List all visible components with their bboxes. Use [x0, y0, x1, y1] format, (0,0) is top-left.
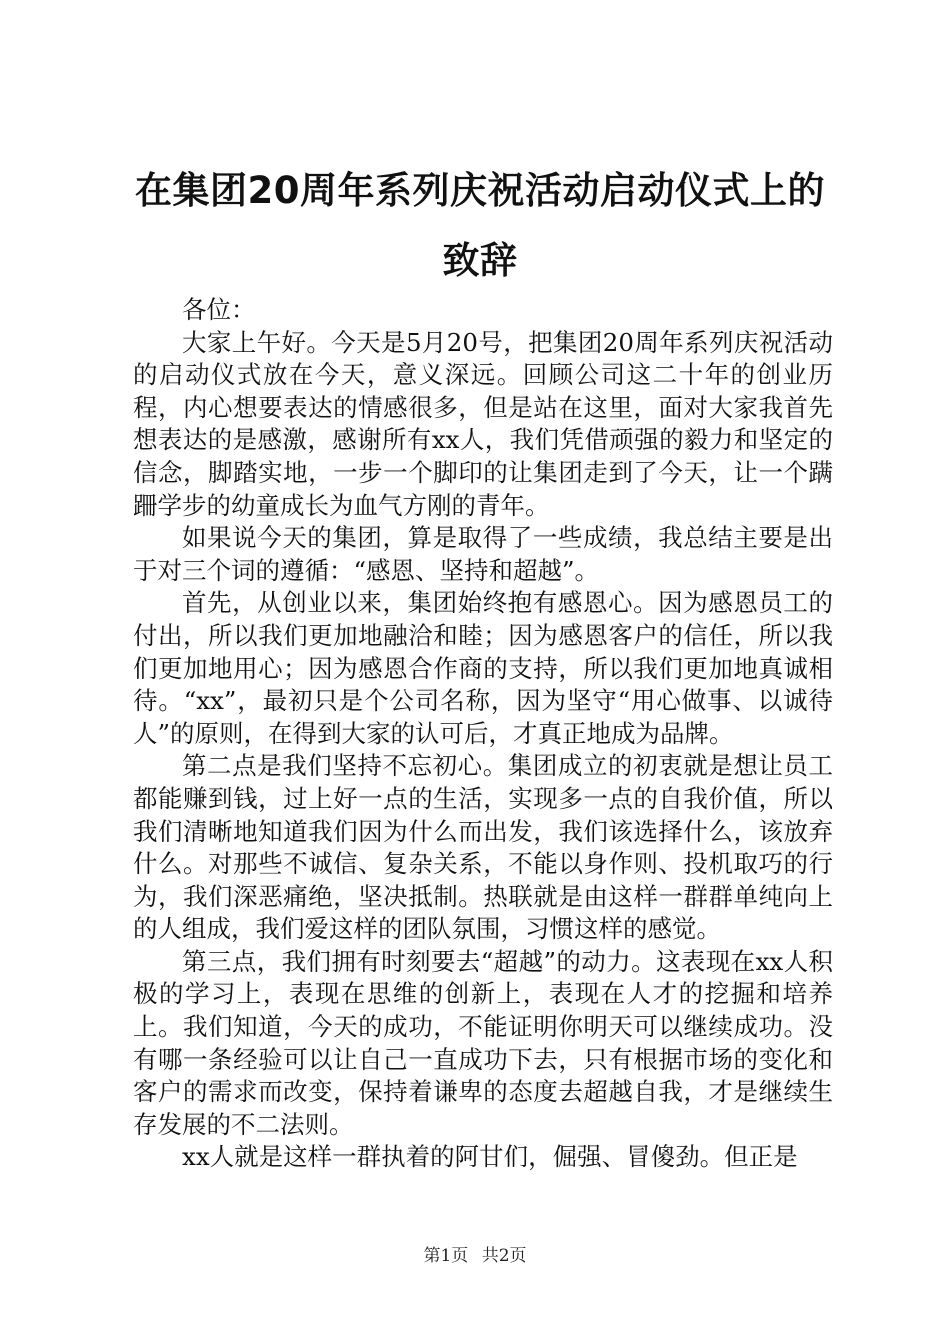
- salutation: 各位：: [182, 295, 256, 324]
- document-body: [133, 294, 833, 1174]
- paragraph-6: xx人就是这样一群执着的阿甘们，倔强、冒傻劲。但正是: [182, 1142, 798, 1172]
- paragraph-2: 如果说今天的集团，算是取得了一些成绩，我总结主要是出于对三个词的遵循：“感恩、坚持和超越”。: [133, 523, 833, 585]
- paragraph-5: 第三点，我们拥有时刻要去“超越”的动力。这表现在xx人积极的学习上，表现在思维的创新上，表现在人才的挖掘和培养上。我们知道，今天的成功，不能证明你明天可以继续成功。没有哪一条经验可以让自己一直成功下去，只有根据市场的变化和客户的需求而改变，保持着谦卑的态度去超越自我，才是继续生存发展的不二法则。: [133, 946, 833, 1139]
- paragraph-4: 第二点是我们坚持不忘初心。集团成立的初衷就是想让员工都能赚到钱，过上好一点的生活，实现多一点的自我价值，所以我们清晰地知道我们因为什么而出发，我们该选择什么，该放弃什么。对那些不诚信、复杂关系，不能以身作则、投机取巧的行为，我们深恶痛绝，坚决抵制。热联就是由这样一群群单纯向上的人组成，我们爱这样的团队氛围，习惯这样的感觉。: [133, 751, 833, 944]
- document-title: 在集团20周年系列庆祝活动启动仪式上的致辞: [135, 169, 825, 282]
- page-footer: [0, 1246, 950, 1266]
- paragraph-3: 首先，从创业以来，集团始终抱有感恩心。因为感恩员工的付出，所以我们更加地融洽和睦；因为感恩客户的信任，所以我们更加地用心；因为感恩合作商的支持，所以我们更加地真诚相待。“xx”，最初只是个公司名称，因为坚守“用心做事、以诚待人”的原则，在得到大家的认可后，才真正地成为品牌。: [133, 588, 833, 748]
- page-total: 共2页: [481, 1246, 527, 1266]
- paragraph-1: 大家上午好。今天是5月20号，把集团20周年系列庆祝活动的启动仪式放在今天，意义深远。回顾公司这二十年的创业历程，内心想要表达的情感很多，但是站在这里，面对大家我首先想表达的是感激，感谢所有xx人，我们凭借顽强的毅力和坚定的信念，脚踏实地，一步一个脚印的让集团走到了今天，让一个蹒跚学步的幼童成长为血气方刚的青年。: [133, 327, 833, 520]
- page-number: 第1页: [423, 1246, 469, 1266]
